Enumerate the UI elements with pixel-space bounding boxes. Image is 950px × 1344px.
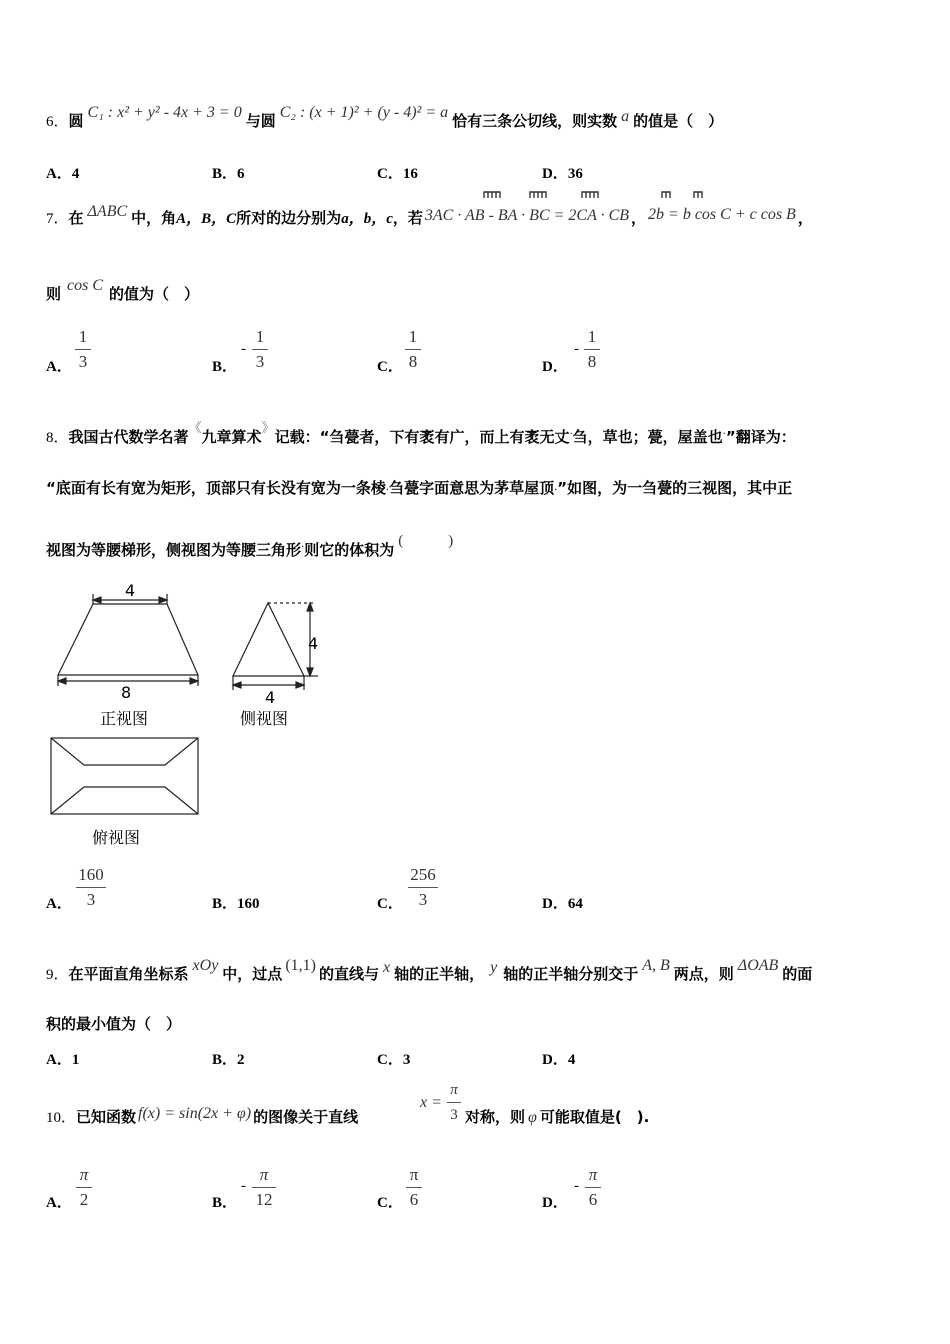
q6-option-c[interactable] xyxy=(377,162,418,183)
q7-sides: a，b，c xyxy=(341,211,393,227)
q8-option-b[interactable] xyxy=(212,892,260,913)
q8-book-title: 九章算术 xyxy=(201,428,262,446)
option-value: 2 xyxy=(237,1052,245,1068)
q10-phi: φ xyxy=(528,1109,537,1126)
q8-book-open: 《 xyxy=(188,421,202,436)
q10-function: f(x) = sin(2x + φ) xyxy=(138,1105,252,1122)
q9-text: 的直线与 xyxy=(318,965,379,983)
q8-text: “底面有长有宽为矩形，顶部只有长没有宽为一条棱 xyxy=(46,479,386,497)
option-label: A． xyxy=(46,1052,72,1068)
q7-number: 7． xyxy=(46,211,69,227)
numerator: π xyxy=(259,1165,269,1184)
q10-text: 已知函数 xyxy=(76,1108,137,1126)
option-label: B． xyxy=(212,166,238,182)
q7-option-b-fraction xyxy=(252,327,268,372)
q8-text: ”翻译为： xyxy=(725,428,796,446)
q8-text: 则它的体积为 xyxy=(304,541,395,559)
front-view-caption: 正视图 xyxy=(100,709,149,728)
option-label: C． xyxy=(377,166,403,182)
q6-variable: a xyxy=(621,108,630,125)
option-label: B． xyxy=(212,1052,238,1068)
q8-text: ”如图，为一刍甍的三视图，其中正 xyxy=(557,479,793,497)
q8-text: 刍甍字面意思为茅草屋顶 xyxy=(389,479,555,497)
q10-text: 可能取值是( ). xyxy=(539,1108,650,1126)
numerator: π xyxy=(409,1165,419,1184)
numerator: π xyxy=(588,1165,598,1184)
numerator: 1 xyxy=(255,327,265,346)
q7-text: 在 xyxy=(68,209,84,227)
option-value: 4 xyxy=(567,1052,576,1068)
option-value: 6 xyxy=(237,166,245,182)
q6-option-b[interactable] xyxy=(212,162,245,183)
side-view-triangle xyxy=(233,603,304,676)
q10-number: 10． xyxy=(46,1110,77,1126)
option-value: 16 xyxy=(402,166,418,182)
numerator: π xyxy=(450,1082,458,1098)
q9-text: 的面 xyxy=(782,965,813,983)
q9-line2: 积的最小值为（ ） xyxy=(46,1015,182,1033)
q10-option-b-sign: - xyxy=(241,1178,246,1194)
q6-text: 的值是（ ） xyxy=(633,112,724,130)
q8-text: 我国古代数学名著 xyxy=(68,428,189,446)
option-value: 4 xyxy=(71,166,80,182)
q9-option-a[interactable] xyxy=(46,1048,79,1069)
q10-line-lhs: x = xyxy=(420,1094,442,1111)
q6-circle1-equation: C₁ : x² + y² - 4x + 3 = 0 xyxy=(87,104,242,121)
q7-equation-2: 2b = b cos C + c cos B xyxy=(648,206,796,223)
q7-option-b-label[interactable]: B． xyxy=(212,359,238,375)
q7-option-c-fraction xyxy=(405,327,421,372)
q7-text: 所对的边分别为 xyxy=(236,209,342,227)
q7-line2 xyxy=(46,277,200,304)
denominator: 8 xyxy=(587,352,597,371)
denominator: 6 xyxy=(409,1190,419,1209)
q8-book-close: 》 xyxy=(261,421,275,436)
q7-text: ， xyxy=(631,209,647,227)
denominator: 6 xyxy=(588,1190,598,1209)
q7-text: ， xyxy=(797,209,813,227)
side-view-caption: 侧视图 xyxy=(240,709,289,728)
q10-line1-start xyxy=(46,1106,358,1127)
option-label: D． xyxy=(542,166,568,182)
q8-number: 8． xyxy=(46,430,69,446)
q9-text: 轴的正半轴分别交于 xyxy=(503,965,639,983)
q8-option-a-fraction xyxy=(76,865,106,910)
numerator: 1 xyxy=(408,327,418,346)
q7-option-a-label[interactable]: A． xyxy=(46,359,72,375)
q9-coordinate-system: xOy xyxy=(192,957,219,974)
q8-line2: “底面有长有宽为矩形，顶部只有长没有宽为一条棱·刍甍字面意思为茅草屋顶·”如图，为一刍甍的三视图，其中正 xyxy=(46,479,793,497)
option-label: D． xyxy=(542,896,568,912)
q9-option-d[interactable] xyxy=(542,1048,575,1069)
q8-line3: 视图为等腰梯形，侧视图为等腰三角形.则它的体积为 ( ) xyxy=(46,533,454,559)
q9-text: 在平面直角坐标系 xyxy=(68,965,189,983)
q9-x-axis: x xyxy=(382,959,391,976)
q7-option-d-label[interactable]: D． xyxy=(542,359,568,375)
q8-option-d[interactable] xyxy=(542,892,583,913)
top-view-rectangle xyxy=(51,738,198,814)
option-value: 160 xyxy=(237,896,260,912)
front-view-top-length: 4 xyxy=(125,581,136,600)
q7-option-a-fraction xyxy=(75,327,91,372)
option-value: 36 xyxy=(567,166,583,182)
q6-text: 圆 xyxy=(68,112,84,130)
denominator: 8 xyxy=(408,352,418,371)
q9-y-axis: y xyxy=(490,959,498,976)
q7-text: 中，角 xyxy=(131,209,177,227)
q8-answer-paren: ( ) xyxy=(398,533,454,549)
side-view-height: 4 xyxy=(308,634,319,653)
option-value: 3 xyxy=(402,1052,411,1068)
q10-option-b-label[interactable]: B． xyxy=(212,1195,238,1211)
q7-option-c-label[interactable]: C． xyxy=(377,359,403,375)
numerator: 1 xyxy=(78,327,88,346)
q9-option-c[interactable] xyxy=(377,1048,410,1069)
q9-points-AB: A, B xyxy=(642,957,670,974)
q6-text: 与圆 xyxy=(245,112,276,130)
q6-circle2-equation: C₂ : (x + 1)² + (y - 4)² = a xyxy=(279,104,449,121)
q9-number: 9． xyxy=(46,967,69,983)
q8-text: 刍，草也；甍，屋盖也 xyxy=(572,428,723,446)
q10-text: 的图像关于直线 xyxy=(253,1108,359,1126)
q10-option-a-fraction xyxy=(76,1165,92,1210)
q9-text: 两点，则 xyxy=(673,965,734,983)
q7-text: 的值为（ ） xyxy=(109,285,200,303)
denominator: 2 xyxy=(79,1190,89,1209)
q8-option-c-label[interactable]: C． xyxy=(377,896,403,912)
side-view-bottom-length: 4 xyxy=(265,688,276,707)
option-label: D． xyxy=(542,1052,568,1068)
q7-option-d-fraction xyxy=(584,327,600,372)
option-label: B． xyxy=(212,896,238,912)
front-view-bottom-length: 8 xyxy=(121,683,132,702)
q8-text: 记载：“刍甍者，下有袤有广，而上有袤无丈 xyxy=(274,428,570,446)
q10-line-fraction xyxy=(447,1080,461,1125)
q7-text: ，若 xyxy=(392,209,423,227)
q7-option-d-sign: - xyxy=(574,341,579,357)
q10-option-b-fraction xyxy=(252,1165,276,1210)
numerator: 256 xyxy=(410,865,436,884)
q7-vector-equation: 3AC · AB - BA · BC = 2CA · CB xyxy=(424,207,630,224)
numerator: 160 xyxy=(78,865,104,884)
q10-option-a-label[interactable]: A． xyxy=(46,1195,72,1211)
q6-line xyxy=(46,104,724,131)
q10-option-c-label[interactable]: C． xyxy=(377,1195,403,1211)
q9-line1 xyxy=(46,957,813,984)
q8-text: 视图为等腰梯形，侧视图为等腰三角形 xyxy=(46,541,302,559)
denominator: 3 xyxy=(86,890,96,909)
q9-point: (1,1) xyxy=(285,957,316,974)
denominator: 3 xyxy=(418,890,428,909)
q7-vector-arrows xyxy=(482,190,722,200)
q8-option-a-label[interactable]: A． xyxy=(46,896,72,912)
numerator: π xyxy=(79,1165,89,1184)
q10-option-d-label[interactable]: D． xyxy=(542,1195,568,1211)
q6-number: 6． xyxy=(46,114,69,130)
denominator: 3 xyxy=(255,352,265,371)
denominator: 12 xyxy=(255,1190,273,1209)
q10-option-d-fraction xyxy=(585,1165,601,1210)
q10-option-c-fraction xyxy=(406,1165,422,1210)
q10-text: 对称，则 xyxy=(465,1108,526,1126)
denominator: 3 xyxy=(78,352,88,371)
option-value: 1 xyxy=(71,1052,80,1068)
q8-line1: 8．我国古代数学名著《九章算术》记载：“刍甍者，下有袤有广，而上有袤无丈.刍，草也；甍，屋盖也.”翻译为： xyxy=(46,421,796,446)
q8-three-view-figure xyxy=(46,580,336,850)
q6-option-d[interactable] xyxy=(542,162,583,183)
denominator: 3 xyxy=(450,1107,458,1123)
q7-triangle: ΔABC xyxy=(87,203,128,220)
q6-text: 恰有三条公切线，则实数 xyxy=(452,112,618,130)
top-view-caption: 俯视图 xyxy=(92,828,141,847)
q7-angles: A，B，C xyxy=(176,211,237,227)
q10-line1-end xyxy=(465,1106,649,1127)
numerator: 1 xyxy=(587,327,597,346)
q9-option-b[interactable] xyxy=(212,1048,245,1069)
option-label: A． xyxy=(46,166,72,182)
q9-text: 轴的正半轴， xyxy=(394,965,485,983)
option-value: 64 xyxy=(567,896,583,912)
option-label: C． xyxy=(377,1052,403,1068)
q6-option-a[interactable] xyxy=(46,162,79,183)
q7-text: 则 xyxy=(46,285,62,303)
q7-line1 xyxy=(46,203,813,228)
q8-option-c-fraction xyxy=(408,865,438,910)
q9-text: 中，过点 xyxy=(222,965,283,983)
q10-option-d-sign: - xyxy=(574,1178,579,1194)
front-view-trapezoid xyxy=(58,604,198,675)
q7-cosC: cos C xyxy=(67,277,104,294)
q9-triangle: ΔOAB xyxy=(737,957,779,974)
q7-option-b-sign: - xyxy=(241,341,246,357)
